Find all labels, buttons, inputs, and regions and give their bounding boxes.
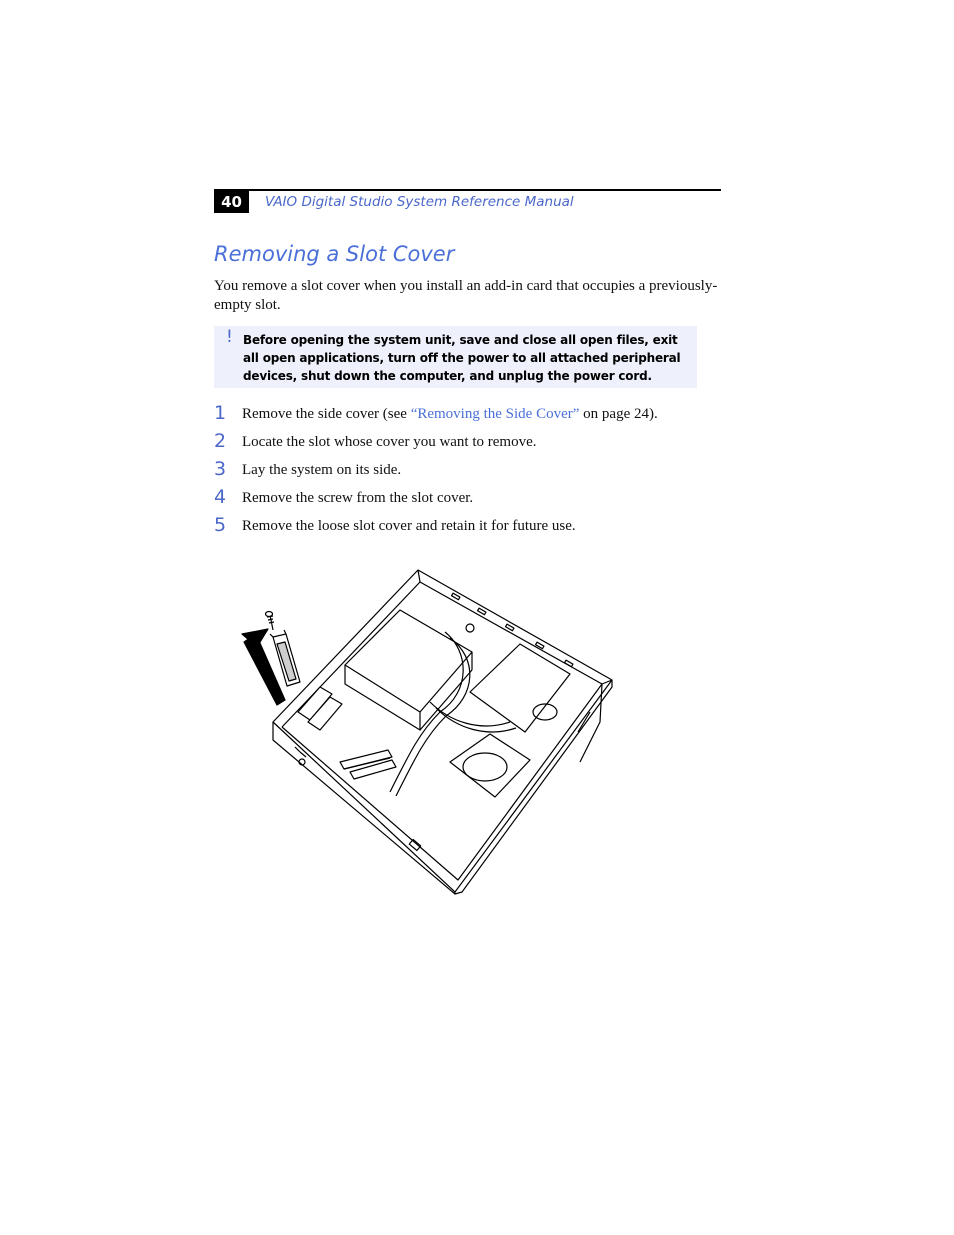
step-list <box>214 402 724 542</box>
intro-paragraph: You remove a slot cover when you install an add-in card that occupies a previously-empty slot. <box>214 278 718 313</box>
step-item <box>214 458 724 486</box>
slot-cover-illustration <box>240 562 625 897</box>
step-item <box>214 514 724 542</box>
step-item <box>214 430 724 458</box>
page-number: 40 <box>214 191 249 213</box>
screw <box>266 612 275 631</box>
step-number: 1 <box>214 402 227 424</box>
step-number: 3 <box>214 458 227 480</box>
running-title: VAIO Digital Studio System Reference Manual <box>265 194 574 210</box>
cross-reference-link[interactable]: “Removing the Side Cover” <box>410 406 580 422</box>
step-text: Lay the system on its side. <box>242 462 402 478</box>
step-text: Remove the screw from the slot cover. <box>242 490 474 506</box>
header-rule <box>214 189 721 191</box>
step-item <box>214 402 724 430</box>
step-text: Remove the loose slot cover and retain it for future use. <box>242 518 576 534</box>
step-item <box>214 486 724 514</box>
section-title: Removing a Slot Cover <box>214 242 455 266</box>
step-number: 5 <box>214 514 227 536</box>
caution-box <box>214 326 697 388</box>
step-number: 4 <box>214 486 227 508</box>
caution-icon: ! <box>226 327 233 347</box>
step-number: 2 <box>214 430 227 452</box>
step-text: Remove the side cover (see “Removing the Side Cover” on page 24). <box>242 406 658 422</box>
chassis <box>273 570 612 894</box>
step-text: Locate the slot whose cover you want to remove. <box>242 434 537 450</box>
caution-text: Before opening the system unit, save and close all open files, exit all open applications, turn off the power to all attached peripheral devices, shut down the computer, and unplug the power cord. <box>243 333 681 383</box>
